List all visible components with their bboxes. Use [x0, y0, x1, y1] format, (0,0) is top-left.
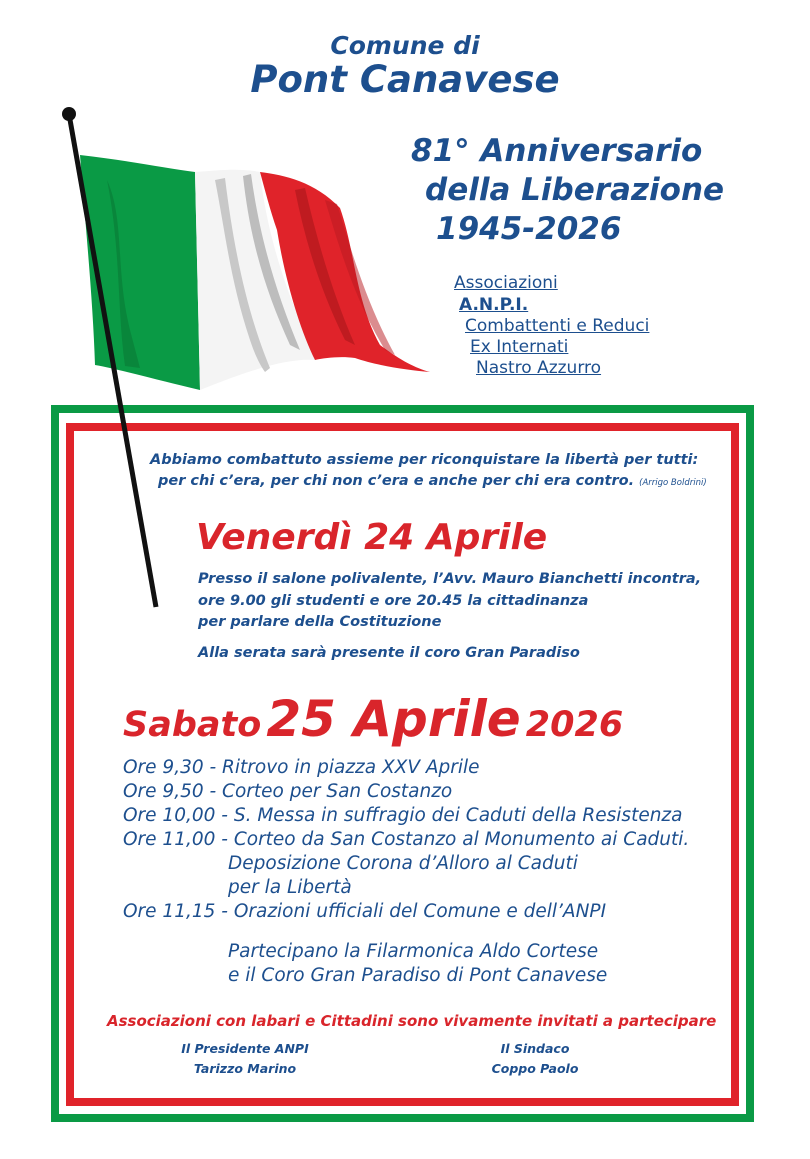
participants-line-2: e il Coro Gran Paradiso di Pont Canavese: [228, 965, 608, 986]
anniversary-line-1: 81° Anniversario: [411, 133, 703, 169]
signature-right-name: Coppo Paolo: [491, 1061, 579, 1076]
program-item-4-cont-1: Deposizione Corona d’Alloro al Caduti: [228, 853, 578, 874]
program-item-4-cont-2: per la Libertà: [228, 877, 352, 898]
friday-line-2-end: la cittadinanza: [462, 593, 589, 609]
association-anpi: A.N.P.I.: [459, 295, 529, 315]
signature-left-title: Il Presidente ANPI: [181, 1041, 309, 1056]
program-item-5: Ore 11,15 - Orazioni ufficiali del Comune e dell’ANPI: [123, 901, 607, 922]
friday-time-1: ore 9.00: [198, 593, 266, 609]
header-comune-label: Comune di: [330, 31, 480, 60]
anniversary-line-3: 1945-2026: [436, 211, 622, 247]
quote-line-2: per chi c’era, per chi non c’era e anche per chi era contro.: [158, 473, 635, 489]
invitation-text: Associazioni con labari e Cittadini sono vivamente invitati a partecipare: [107, 1012, 717, 1030]
association-nastro-azzurro: Nastro Azzurro: [476, 358, 602, 378]
association-ex-internati: Ex Internati: [470, 337, 569, 357]
association-combattenti: Combattenti e Reduci: [465, 316, 650, 336]
program-item-1: Ore 9,30 - Ritrovo in piazza XXV Aprile: [123, 757, 480, 778]
friday-title: Venerdì 24 Aprile: [196, 517, 548, 558]
friday-line-4: Alla serata sarà presente il coro Gran Paradiso: [198, 645, 580, 661]
quote-author: (Arrigo Boldrini): [639, 478, 707, 488]
program-item-3: Ore 10,00 - S. Messa in suffragio dei Caduti della Resistenza: [123, 805, 683, 826]
program-item-4: Ore 11,00 - Corteo da San Costanzo al Monumento ai Caduti.: [123, 829, 690, 850]
friday-time-2: ore 20.45: [384, 593, 463, 609]
signature-left-name: Tarizzo Marino: [193, 1061, 297, 1076]
program-item-2: Ore 9,50 - Corteo per San Costanzo: [123, 781, 453, 802]
friday-line-1: Presso il salone polivalente, l’Avv. Mauro Bianchetti incontra,: [198, 571, 702, 587]
participants-line-1: Partecipano la Filarmonica Aldo Cortese: [228, 941, 599, 962]
saturday-date: 25 Aprile: [266, 690, 521, 748]
associations-heading: Associazioni: [454, 273, 558, 293]
signature-right-title: Il Sindaco: [500, 1041, 570, 1056]
header-town-name: Pont Canavese: [250, 58, 560, 101]
friday-line-3: per parlare della Costituzione: [198, 614, 442, 630]
anniversary-line-2: della Liberazione: [425, 172, 725, 208]
quote-line-1: Abbiamo combattuto assieme per riconquistare la libertà per tutti:: [150, 452, 699, 468]
saturday-year: 2026: [525, 705, 624, 745]
friday-line-2-mid: gli studenti e: [265, 593, 385, 609]
saturday-day: Sabato: [123, 705, 262, 745]
